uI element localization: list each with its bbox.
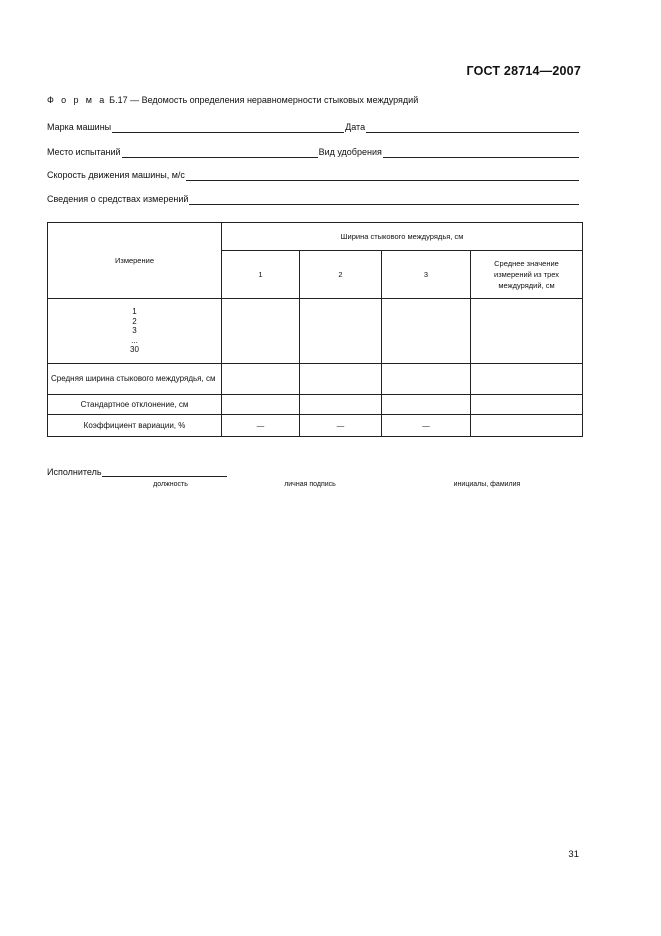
measurement-table (47, 222, 583, 437)
data-cell[interactable] (222, 299, 300, 364)
brand-input-line[interactable] (112, 122, 344, 133)
name-caption: инициалы, фамилия (453, 481, 521, 488)
instruments-label: Сведения о средствах измерений (47, 194, 189, 204)
rows-list-cell (48, 299, 222, 364)
header-col-average: Среднее значение измерений из трех междурядий, см (471, 251, 583, 299)
header-col-2: 2 (300, 251, 382, 299)
fertilizer-input-line[interactable] (383, 147, 579, 158)
place-label: Место испытаний (47, 147, 121, 157)
data-cell[interactable] (471, 415, 583, 437)
position-line[interactable] (102, 466, 227, 477)
data-cell[interactable] (222, 364, 300, 395)
date-label: Дата (345, 122, 366, 132)
place-input-line[interactable] (122, 147, 318, 158)
page-number: 31 (568, 849, 579, 860)
place-fertilizer-row (47, 144, 580, 158)
standard-code: ГОСТ 28714—2007 (466, 64, 581, 78)
speed-input-line[interactable] (186, 170, 579, 181)
row-label-cv: Коэффициент вариации, % (48, 415, 222, 437)
data-cell[interactable] (382, 299, 471, 364)
fertilizer-label: Вид удобрения (318, 147, 382, 157)
position-caption: должность (153, 481, 188, 488)
row-number: 30 (130, 345, 139, 355)
executor-block (47, 466, 227, 477)
form-prefix: Ф о р м а (47, 95, 107, 105)
data-cell[interactable] (222, 395, 300, 415)
brand-date-row (47, 119, 580, 133)
row-label-std: Стандартное отклонение, см (48, 395, 222, 415)
speed-label: Скорость движения машины, м/с (47, 170, 185, 180)
header-measurement: Измерение (48, 223, 222, 299)
form-title-text: Б.17 — Ведомость определения неравномерности стыковых междурядий (109, 95, 419, 105)
data-cell[interactable] (300, 395, 382, 415)
date-input-line[interactable] (366, 122, 579, 133)
header-col-3: 3 (382, 251, 471, 299)
row-ellipsis: ... (131, 335, 138, 345)
header-col-1: 1 (222, 251, 300, 299)
row-number: 2 (132, 316, 137, 326)
data-cell[interactable] (471, 299, 583, 364)
dash-cell: — (300, 415, 382, 437)
signature-caption: личная подпись (284, 481, 336, 488)
row-label-mean: Средняя ширина стыкового междурядья, см (48, 364, 222, 395)
data-cell[interactable] (300, 299, 382, 364)
row-number: 1 (132, 307, 137, 317)
data-cell[interactable] (382, 395, 471, 415)
data-cell[interactable] (300, 364, 382, 395)
data-cell[interactable] (471, 395, 583, 415)
data-cell[interactable] (382, 364, 471, 395)
instruments-row (47, 191, 580, 205)
data-cell[interactable] (471, 364, 583, 395)
dash-cell: — (222, 415, 300, 437)
speed-row (47, 167, 580, 181)
executor-label: Исполнитель (47, 467, 102, 477)
row-number: 3 (132, 326, 137, 336)
brand-label: Марка машины (47, 122, 112, 132)
dash-cell: — (382, 415, 471, 437)
form-title (47, 95, 418, 105)
header-width-group: Ширина стыкового междурядья, см (222, 223, 583, 251)
instruments-input-line[interactable] (189, 194, 579, 205)
